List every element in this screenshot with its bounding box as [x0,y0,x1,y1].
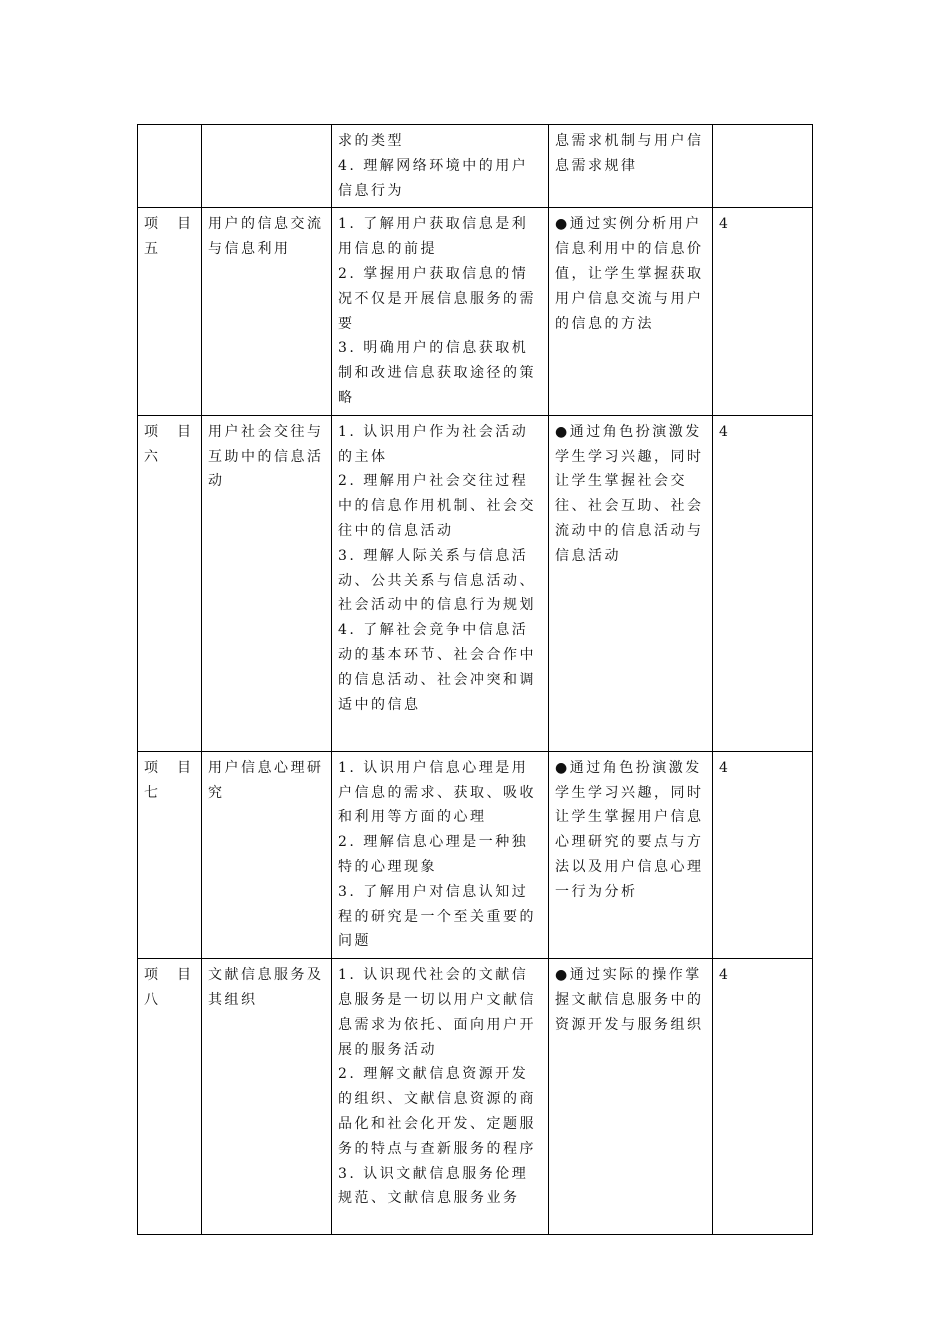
project-cell [138,415,202,751]
table-row [138,751,813,958]
title-cell: 用户信息心理研究 [202,751,332,958]
project-label: 项 目 [144,967,194,984]
hours-cell: 4 [713,415,813,751]
table-row [138,959,813,1235]
title-cell: 用户社会交往与互助中的信息活动 [202,415,332,751]
objectives-cell: 1. 了解用户获取信息是利用信息的前提 2. 掌握用户获取信息的情况不仅是开展信息服务的需要 3. 明确用户的信息获取机制和改进信息获取途径的策略 [332,208,549,415]
project-cell [138,751,202,958]
project-cell [138,125,202,208]
project-cell [138,959,202,1235]
title-cell: 用户的信息交流与信息利用 [202,208,332,415]
methods-cell: ●通过角色扮演激发学生学习兴趣，同时让学生掌握用户信息心理研究的要点与方法以及用户信息心理一行为分析 [549,751,713,958]
objectives-cell: 1. 认识用户信息心理是用户信息的需求、获取、吸收和利用等方面的心理 2. 理解信息心理是一种独特的心理现象 3. 了解用户对信息认知过程的研究是一个至关重要的问题 [332,751,549,958]
project-number: 六 [144,448,161,465]
hours-cell: 4 [713,959,813,1235]
title-cell: 文献信息服务及其组织 [202,959,332,1235]
project-label: 项 目 [144,423,194,440]
methods-cell: ●通过实例分析用户信息利用中的信息价值，让学生掌握获取用户信息交流与用户的信息的方法 [549,208,713,415]
methods-cell: 息需求机制与用户信息需求规律 [549,125,713,208]
course-syllabus-table [137,124,813,1235]
objectives-cell: 求的类型 4. 理解网络环境中的用户信息行为 [332,125,549,208]
hours-cell [713,125,813,208]
project-label: 项 目 [144,759,194,776]
table-row [138,415,813,751]
table-row [138,125,813,208]
project-number: 五 [144,241,161,258]
methods-cell: ●通过角色扮演激发学生学习兴趣，同时让学生掌握社会交往、社会互助、社会流动中的信息活动与信息活动 [549,415,713,751]
title-cell [202,125,332,208]
project-label: 项 目 [144,216,194,233]
hours-cell: 4 [713,751,813,958]
project-cell [138,208,202,415]
hours-cell: 4 [713,208,813,415]
objectives-cell: 1. 认识现代社会的文献信息服务是一切以用户文献信息需求为依托、面向用户开展的服务活动 2. 理解文献信息资源开发的组织、文献信息资源的商品化和社会化开发、定题服务的特点与查新服务的程序 3. 认识文献信息服务伦理规范、文献信息服务业务 [332,959,549,1235]
project-number: 七 [144,784,161,801]
objectives-cell: 1. 认识用户作为社会活动的主体 2. 理解用户社会交往过程中的信息作用机制、社会交往中的信息活动 3. 理解人际关系与信息活动、公共关系与信息活动、社会活动中的信息行为规划 4. 了解社会竞争中信息活动的基本环节、社会合作中的信息活动、社会冲突和调适中的信息 [332,415,549,751]
methods-cell: ●通过实际的操作掌握文献信息服务中的资源开发与服务组织 [549,959,713,1235]
project-number: 八 [144,991,161,1008]
table-row [138,208,813,415]
